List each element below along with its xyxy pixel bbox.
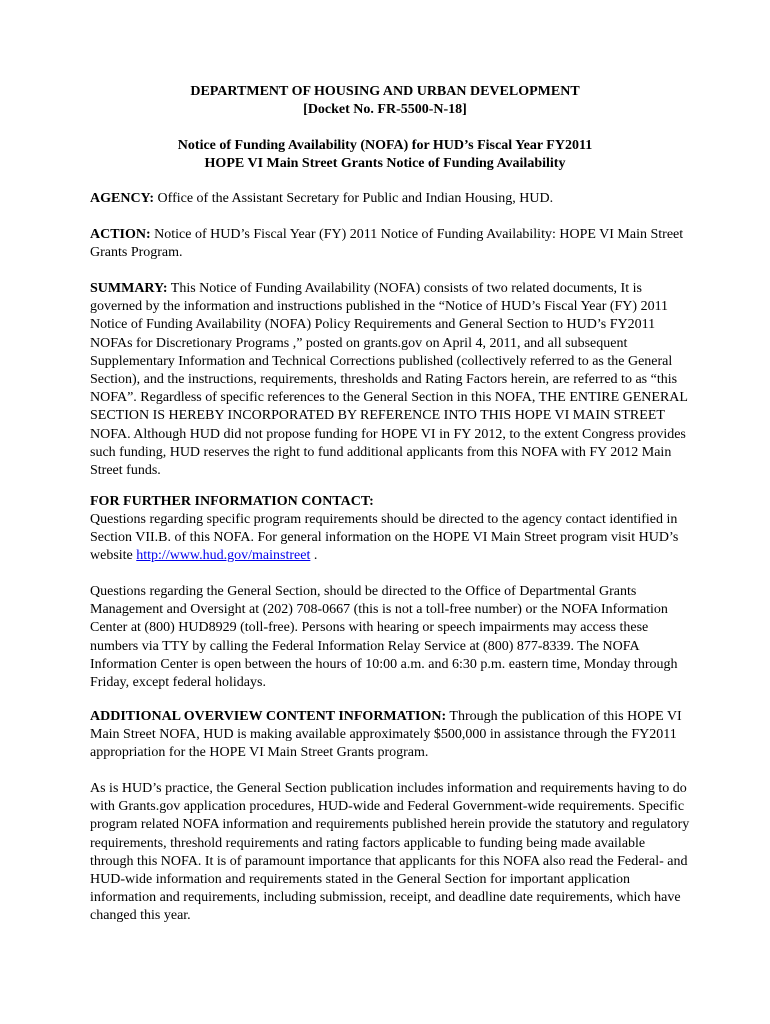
notice-subtitle: HOPE VI Main Street Grants Notice of Funding Availability — [204, 156, 566, 171]
summary-paragraph — [90, 280, 690, 480]
hud-mainstreet-link[interactable]: http://www.hud.gov/mainstreet — [136, 548, 311, 564]
action-label: ACTION: — [90, 227, 151, 242]
general-section-paragraph: Questions regarding the General Section, should be directed to the Office of Departmental Grants Management and Oversight at (202) 708-0667 (this is not a toll-free number) or the NOFA Information Center at (800) HUD8929 (toll-free). Persons with hearing or speech impairments may access these numbers via TTY by calling the Federal Information Relay Service at (800) 877-8339. The NOFA Information Center is open between the hours of 10:00 a.m. and 6:30 p.m. eastern time, Monday through Friday, except federal holidays. — [90, 584, 678, 691]
agency-paragraph — [90, 190, 690, 208]
overview-label: ADDITIONAL OVERVIEW CONTENT INFORMATION: — [90, 709, 447, 724]
notice-title: Notice of Funding Availability (NOFA) for HUD’s Fiscal Year FY2011 — [177, 138, 593, 153]
action-paragraph — [90, 226, 690, 262]
overview-text: Through the publication of this HOPE VI Main Street NOFA, HUD is making available approximately $500,000 in assistance through the FY2011 appropriation for the HOPE VI Main Street Grants program. — [90, 709, 682, 761]
overview-paragraph — [90, 708, 690, 763]
contact-text-end: . — [310, 548, 318, 564]
agency-label: AGENCY: — [90, 191, 155, 206]
agency-text: Office of the Assistant Secretary for Public and Indian Housing, HUD. — [157, 191, 554, 206]
contact-paragraph — [90, 511, 690, 566]
docket-number: [Docket No. FR-5500-N-18] — [303, 102, 467, 117]
contact-text: Questions regarding specific program requirements should be directed to the agency contact identified in Section VII.B. of this NOFA. For general information on the HOPE VI Main Street program visit HUD’s website — [90, 512, 679, 564]
department-title: DEPARTMENT OF HOUSING AND URBAN DEVELOPMENT — [190, 84, 580, 99]
summary-text: This Notice of Funding Availability (NOFA) consists of two related documents, It is governed by the information and instructions published in the “Notice of HUD’s Fiscal Year (FY) 2011 Notice of Funding Availability (NOFA) Policy Requirements and General Section to HUD’s FY2011 NOFAs for Discretionary Programs ,” posted on grants.gov on April 4, 2011, and all subsequent Supplementary Information and Technical Corrections published (collectively referred to as the General Section), and the instructions, requirements, thresholds and Rating Factors herein, are referred to as “this NOFA”. Regardless of specific references to the General Section in this NOFA, THE ENTIRE GENERAL SECTION IS HEREBY INCORPORATED BY REFERENCE INTO THIS HOPE VI MAIN STREET NOFA. Although HUD did not propose funding for HOPE VI in FY 2012, to the extent Congress provides such funding, HUD reserves the right to fund additional applicants from this NOFA with FY 2012 Main Street funds. — [90, 281, 688, 479]
practice-paragraph: As is HUD’s practice, the General Section publication includes information and requirements having to do with Grants.gov application procedures, HUD-wide and Federal Government-wide requirements. Specific program related NOFA information and requirements published herein provide the statutory and regulatory requirements, threshold requirements and rating factors applicable to funding being made available through this NOFA. It is of paramount importance that applicants for this NOFA also read the Federal- and HUD-wide information and requirements stated in the General Section for important application information and requirements, including submission, receipt, and deadline date requirements, which have changed this year. — [90, 781, 690, 924]
contact-heading: FOR FURTHER INFORMATION CONTACT: — [90, 494, 374, 509]
summary-label: SUMMARY: — [90, 281, 168, 296]
action-text: Notice of HUD’s Fiscal Year (FY) 2011 Notice of Funding Availability: HOPE VI Main Street Grants Program. — [90, 227, 684, 261]
